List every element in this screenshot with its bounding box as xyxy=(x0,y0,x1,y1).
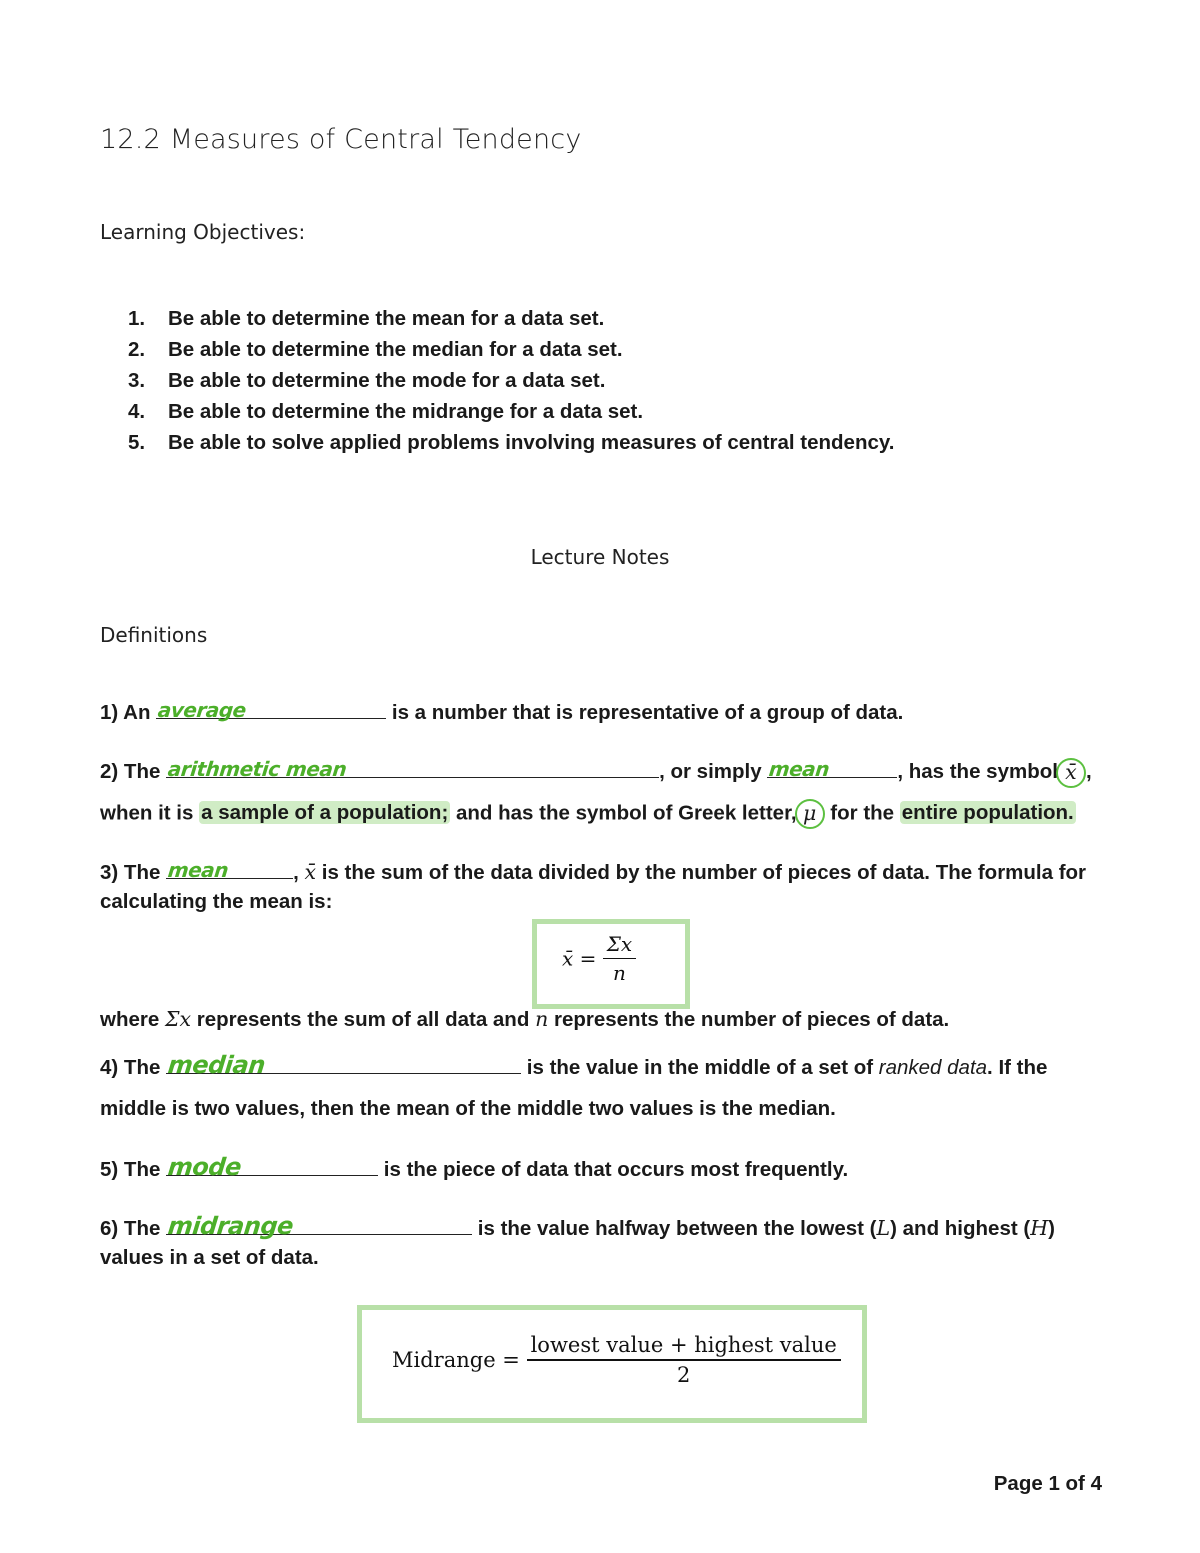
handwritten-answer: mean xyxy=(768,757,831,781)
fill-blank xyxy=(166,1212,472,1240)
handwritten-answer: mean xyxy=(166,858,230,882)
list-item: 2. Be able to determine the median for a data set. xyxy=(128,338,623,361)
list-item: 1. Be able to determine the mean for a data set. xyxy=(128,307,605,330)
objectives-heading: Learning Objectives: xyxy=(100,220,306,244)
definition-3: 3) The mean , x̄ is the sum of the data divided by the number of pieces of data. The formula for xyxy=(100,858,1087,884)
definition-5: 5) The mode is the piece of data that occurs most frequently. xyxy=(100,1153,849,1181)
list-item: 4. Be able to determine the midrange for a data set. xyxy=(128,400,644,423)
fill-blank xyxy=(166,1051,521,1079)
definition-4: 4) The median is the value in the middle of a set of ranked data. If the xyxy=(100,1051,1048,1079)
definition-2: 2) The arithmetic mean , or simply mean , has the symbol x̄ , xyxy=(100,757,1092,788)
handwritten-answer: midrange xyxy=(166,1212,295,1240)
page-number: Page 1 of 4 xyxy=(993,1472,1102,1495)
mean-formula: x̄ = $\frac{\Sigma x}{n}$ xyxy=(562,932,636,985)
fill-blank xyxy=(767,757,897,781)
definitions-heading: Definitions xyxy=(100,623,208,647)
objectives-list xyxy=(128,306,894,461)
fill-blank xyxy=(166,858,293,882)
page-title: 12.2 Measures of Central Tendency xyxy=(100,124,582,155)
handwritten-answer: mode xyxy=(166,1153,243,1181)
handwritten-answer: median xyxy=(166,1051,267,1079)
midrange-formula: Midrange = $\frac{\text{lowest value + highest value}}{2}$ xyxy=(392,1333,841,1387)
circled-symbol: x̄ xyxy=(1056,758,1086,788)
list-item: 5. Be able to solve applied problems involving measures of central tendency. xyxy=(128,431,895,454)
list-item: 3. Be able to determine the mode for a data set. xyxy=(128,369,606,392)
handwritten-answer: average xyxy=(156,698,248,722)
definition-1: 1) An average is a number that is representative of a group of data. xyxy=(100,698,904,724)
definition-2-line-2: when it is a sample of a population; and has the symbol of Greek letter, μ for the entire population. xyxy=(100,799,1076,829)
definition-4-line-2: middle is two values, then the mean of the middle two values is the median. xyxy=(100,1097,836,1120)
fill-blank xyxy=(166,757,659,781)
circled-symbol: μ xyxy=(795,799,825,829)
lecture-notes-heading: Lecture Notes xyxy=(530,545,670,569)
definition-3-line-2: calculating the mean is: xyxy=(100,890,333,913)
definition-6: 6) The midrange is the value halfway between the lowest (L) and highest (H) xyxy=(100,1212,1055,1240)
handwritten-answer: arithmetic mean xyxy=(166,757,348,781)
fill-blank xyxy=(166,1153,378,1181)
definition-6-line-2: values in a set of data. xyxy=(100,1246,319,1269)
highlight: a sample of a population; xyxy=(201,801,449,825)
where-line: where Σx represents the sum of all data and n represents the number of pieces of data. xyxy=(100,1007,950,1031)
highlight: entire population. xyxy=(901,801,1074,825)
fill-blank xyxy=(156,698,386,722)
